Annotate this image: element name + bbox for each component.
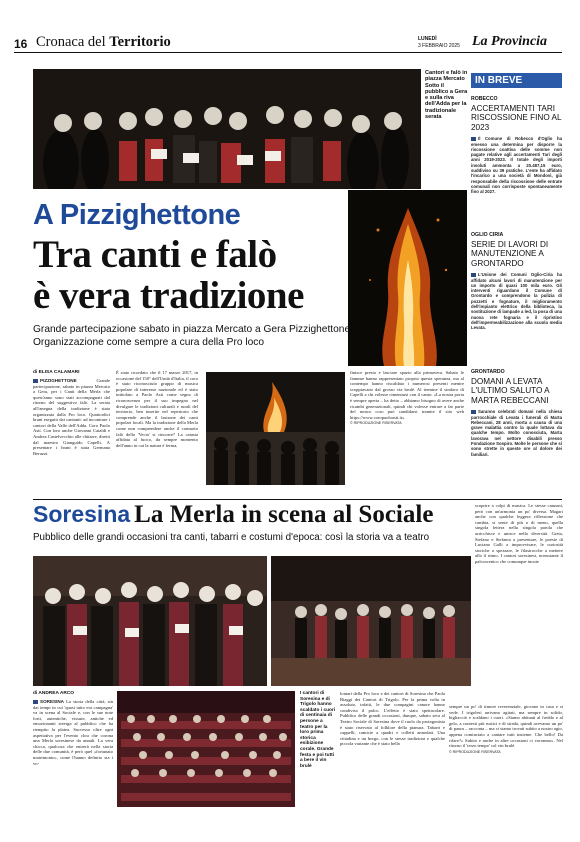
bonfire-crowd-photo	[206, 372, 345, 485]
story2-right-column: scoprire a colpi di musica. Le stesse canzoni, però con un'armonia un po' diversa. Magari anche con qualche leggera riflessione che cambia, si sente di più o di meno, quella singola lettera nella singola parola che arricchisce e unisce nella diversità. Greta, Stefano e Stefania a presentare, le poesie di Luciano Galli a improvvisare, le curiosità storiche a spezzare, le filastrocche a mettere allo il ritmo. I cantori soresinesi, nonostante il palcoscenico che comunque incute	[475, 503, 563, 564]
lead-marker-icon	[33, 700, 38, 704]
story1-col1-text: Grande partecipazione, sabato in piazza Mercato a Gera, per i Canti della Merla che quest'anno sono stati accompagnati dal ritorno del suggestivo falò. La serata all'insegna della tradizione è stata organizzata dalla Pro loco. Quattordici brani eseguiti dai cantanti: ad incontrare i cantori della Valle dell'Adda. Coro Paolo Asti. Con loro anche Giovanni Cataldi e Andrea Castelvecchio alle chitarre, diretti dal maestro Gianguido Capelli. A presentare i brani è stata Germana Beruzzi.	[33, 378, 110, 456]
story1-credit: © RIPRODUZIONE RISERVATA	[350, 421, 402, 426]
section-bold: Territorio	[109, 34, 171, 50]
story1-kicker: A Pizzighettone	[33, 199, 241, 231]
story2-column-4	[449, 704, 563, 810]
story2-byline: di ANDREA ARCO	[33, 691, 75, 696]
brief-location: GRONTARDO	[471, 369, 505, 375]
story1-headline-line1: Tra canti e falò	[33, 233, 277, 276]
audience-illustration	[117, 691, 295, 807]
choir-illustration	[33, 69, 421, 189]
brief-headline: DOMANI A LEVATA L'ULTIMO SALUTO A MARTA REBECCANI	[471, 377, 550, 405]
story2-heading	[33, 501, 433, 529]
theatre-stage-photo	[271, 556, 471, 686]
story2-caption: I cantori di Soresina e di Trigolo hanno scaldato i cuori di centinaia di persone a teatro per la loro prima storica esibizione corale. Grande festa e poi tutti a bere il vin brulè	[300, 691, 336, 769]
section-divider	[33, 499, 562, 500]
soresina-choir-illustration	[33, 556, 267, 686]
story2-col1-text: La storia della città, sin dai tempi in cui 'quasi tutto era campagna' va in scena al Sociale e, con le sue note forti, autentiche, vissute, antiche ed emozionanti steerga al pubblico che ha riempito la platea. Successo oltre ogni aspettativa per l'evento clou che corona una Merla soresinese da annali. La vera chicca, qualcosa che entrerà nella storia delle due comunità, è però quel «fortunato matrimonio», come l'hanno definito sia i vo-	[33, 699, 113, 766]
story2-credit: © RIPRODUZIONE RISERVATA	[449, 749, 501, 754]
brief-body	[471, 272, 562, 362]
masthead-logo: La Provincia	[472, 34, 548, 49]
story1-byline: di ELISA CALAMARI	[33, 370, 80, 375]
brief-body-text: Saranno celebrati domani nella chiesa parrocchiale di Levata i funerali di Marta Rebeccani, 28 anni, morta a causa di una grave malattia contro la quale lottava da qualche tempo. Molto conosciuta, Marta lavorava nel settore disabili presso Fondazione Sospiro. Molte le persone che si sono strette in queste ore al dolore dei familiari.	[471, 409, 562, 457]
brief-headline: SERIE DI LAVORI DI MANUTENZIONE A GRONTARDO	[471, 240, 549, 268]
story1-column-2: È stato ricordato che il 17 marzo 2017, in occasione del 150° dell'Unità d'Italia, il coro è stato riconosciuto gruppo di musica popolare di interesse nazionale ed è stato intitolato a Paolo Asti come segno di riconoscenza per il suo impegno nel divulgare le tradizioni culturali e rurali del territorio, ben inserite nel repertorio che comprende anche il lastrone dei canti popolari locali. Ma la tradizione della Merla come non comprendere anche il consueto falò della 'Vecia' si rincorre? La catasta affidata al fuoco, da sempre momento dell'anno in cui la natura è ferma,	[116, 370, 198, 448]
top-photo-caption: Cantori e falò in piazza Mercato Sotto il pubblico a Gera e sulla riva dell'Adda per la tradizionale serata	[425, 70, 468, 121]
header-rule	[14, 52, 562, 53]
brief-marker-icon	[471, 273, 476, 277]
brief-item-1	[471, 96, 562, 218]
bonfire-photo	[348, 190, 467, 366]
page-number: 16	[14, 37, 28, 51]
brief-location: OGLIO CIRIA	[471, 232, 504, 238]
section-title	[36, 34, 171, 51]
story2-column-1	[33, 699, 113, 811]
audience-photo	[117, 691, 295, 807]
lead-marker-icon	[33, 379, 38, 383]
choir-photo	[33, 69, 421, 189]
header-weekday: LUNEDÌ	[418, 36, 437, 42]
story1-column-1	[33, 378, 110, 518]
section-prefix: Cronaca del	[36, 34, 106, 50]
theatre-stage-illustration	[271, 556, 471, 686]
brief-location: ROBECCO	[471, 96, 498, 102]
story1-lead-label: PIZZIGHETTONE	[40, 378, 77, 383]
story2-headline: La Merla in scena al Sociale	[134, 501, 434, 528]
header-date: 3 FEBBRAIO 2025	[418, 43, 460, 49]
story1-col3-text: finisce presto e lasciare spazio alla primavera. Sabato le fiamme hanno rappresentato proprio questa speranza, ma al contempo hanno riscaldato i numerosi presenti mentre scoppiavano dal grosso via brulé. Al termine il sindaco di Capelli a chi volesse cimentarsi con il canto: «La nostra porta è sempre aperta – ha detto – abbiamo bisogno di avere anche ricambi generazionali, quindi chi volesse entrare a far parte del nostro coro può candidarsi tramite il sito web https://www.coropaoloasti.it».	[350, 370, 464, 420]
brief-marker-icon	[471, 410, 476, 414]
brief-marker-icon	[471, 137, 476, 141]
brief-body	[471, 136, 562, 218]
story2-lead-label: SORESINA	[40, 699, 64, 704]
story2-kicker: Soresina	[33, 501, 131, 527]
brief-headline: ACCERTAMENTI TARI RISCOSSIONE FINO AL 2023	[471, 104, 562, 132]
bonfire-illustration	[348, 190, 467, 366]
story1-subhead: Grande partecipazione sabato in piazza Mercato a Gera Pizzighettone Organizzazione come sempre a cura della Pro loco	[33, 324, 351, 348]
in-breve-banner: IN BREVE	[471, 73, 562, 88]
crowd-illustration	[206, 372, 345, 485]
brief-body	[471, 409, 562, 493]
story2-col4-text: sempre un po' di timore reverenziale, giocano in casa e si vede. I trigolesi arrivano agitati, ma sempre in solido, bigliacciò e scaldano i cuori. «Siamo abituati al freddo e al gelo, a contesti più rustici e di strada, quindi avevamo un po' di paura – racconta – ma ci siamo trovati subito a nostro agio, appena cominciato a cantare tutti insieme. Che bello! Da rifare?» Subito e anche in altre occasioni ci vorranno». Nel ritorno il 'terzo tempo' col vin brulé.	[449, 704, 563, 749]
story2-column-3: lontari della Pro loco e dei cantori di Soresina che Paola Biaggi dei Cantori di Trigolo. Per la prima volta in assoluto, infatti, le due compagini canore hanno condiviso il palco. L'effetto è stato spettacolare. Pubblico delle grandi occasioni, dunque, sabato sera al Teatro Sociale di Soresina dove il ruolo da protagonista è stato riservato al folklore della pianura. Tabarri e cappelli, camicie a quadri e colletti annodati. Una cittadina e un borgo, con le stesse tradizioni e qualche piccola variante che è stato bello	[340, 691, 445, 747]
brief-item-3	[471, 369, 562, 493]
story1-column-3	[350, 370, 464, 520]
soresina-choir-photo	[33, 556, 267, 686]
story2-subhead: Pubblico delle grandi occasioni tra canti, tabarri e costumi d'epoca: così la storia va a teatro	[33, 532, 430, 543]
story1-headline-line2: è vera tradizione	[33, 274, 304, 317]
brief-body-text: Il Comune di Robecco d'Oglio ha emesso una determina per disporre la riscossione coattiva delle somme non pagate relative agli accertamenti Tari degli anni 2019-2023. Il totale degli importi insoluti ammonta a 20.487,15 euro, suddiviso su 39 pratiche. L'ente ha affidato l'incarico a una società di Mondovì, già responsabile della riscossione delle entrate comunali non corrisposte spontaneamente fino al 2027.	[471, 136, 562, 195]
brief-body-text: L'Unione dei Comuni Oglio-Ciria ha affidato alcuni lavori di manutenzione per un importo di quasi 100 mila euro. Gli interventi riguardano il Comune di Grontardo e comprendono la pulizia di pozzetti e fognature, il miglioramento dell'impianto elettrico della biblioteca, la sostituzione di lampade a led, la posa di una nuova rete fognaria e il ripristino dell'impermeabilizzazione alla scuola media Levata.	[471, 272, 562, 331]
brief-item-2	[471, 232, 562, 362]
